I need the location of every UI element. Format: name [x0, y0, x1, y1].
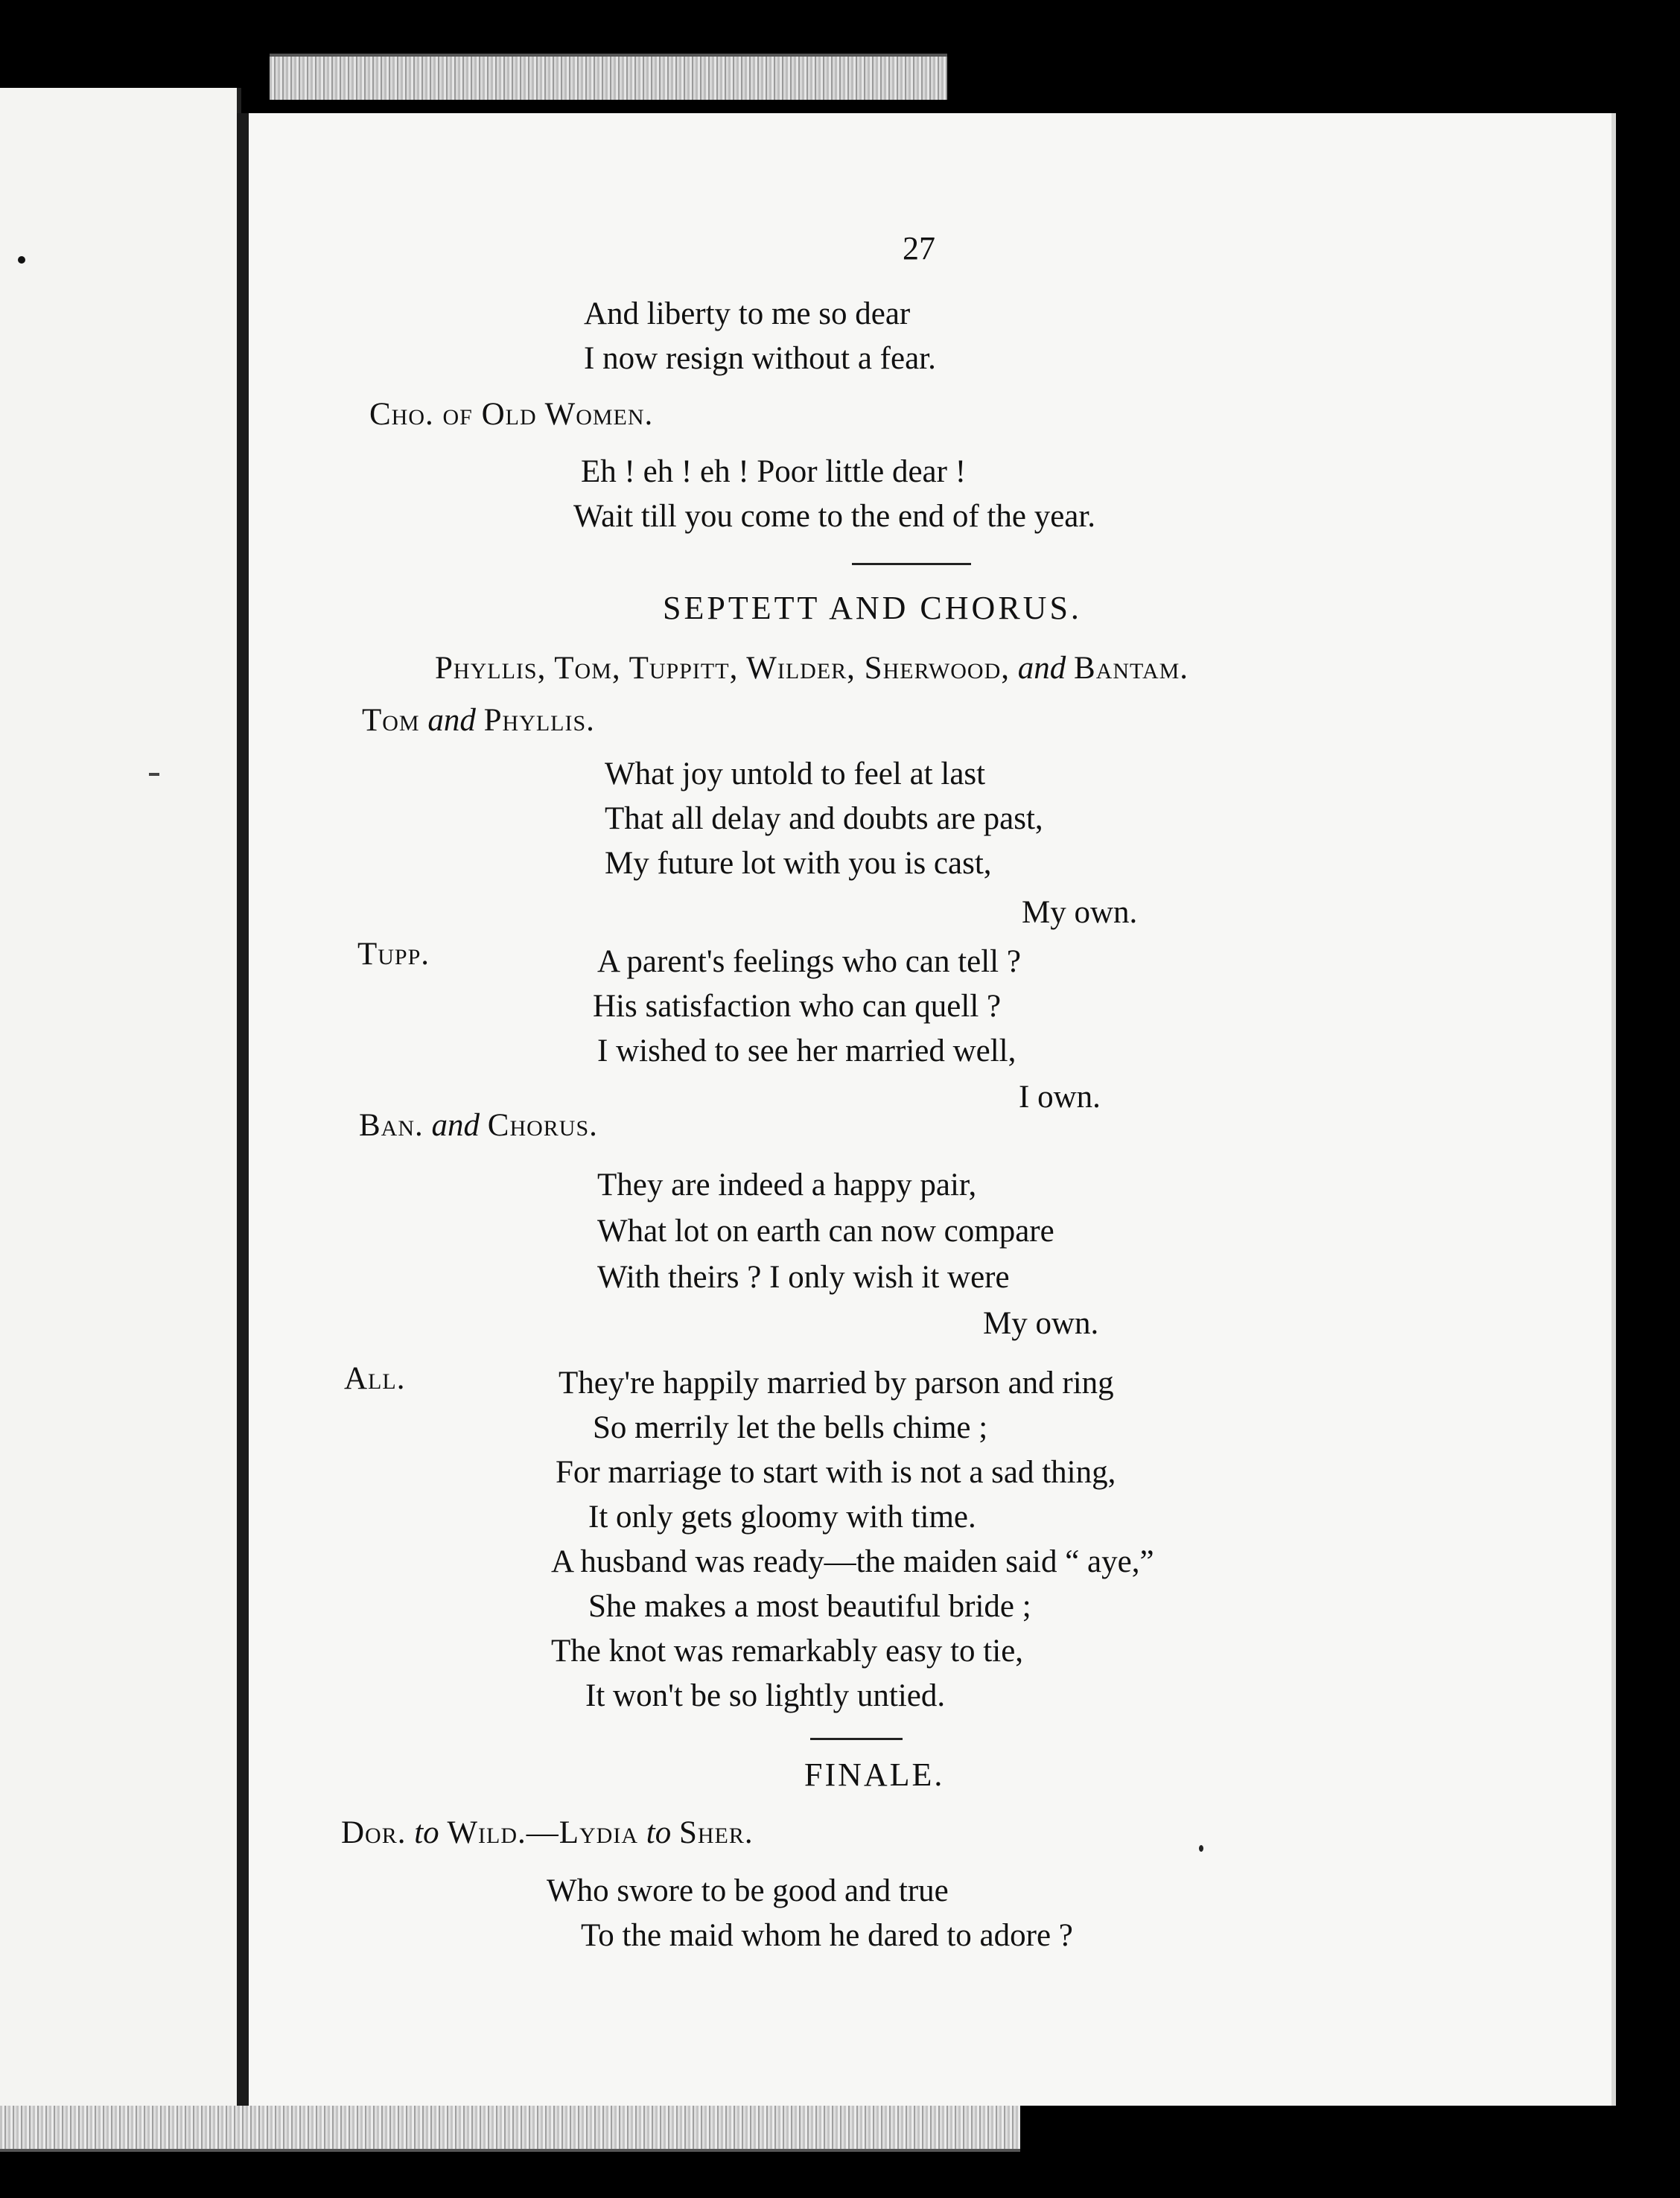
verse-line: So merrily let the bells chime ;: [593, 1410, 988, 1445]
scan-border-bottom: [0, 2106, 1020, 2152]
section-heading: SEPTETT AND CHORUS.: [663, 590, 1082, 626]
verse-line: Wait till you come to the end of the year.: [573, 499, 1096, 534]
verse-line: That all delay and doubts are past,: [605, 801, 1043, 836]
speaker-wild-lydia: Wild.—Lydia: [447, 1815, 639, 1850]
page-edge: [1611, 113, 1616, 2106]
speaker-label: [341, 1817, 754, 1849]
speaker-sher: Sher.: [678, 1815, 754, 1850]
section-rule: [852, 563, 971, 565]
speaker-ban: Ban.: [359, 1108, 424, 1143]
speaker-tom: Tom: [362, 703, 420, 738]
verse-line: With theirs ? I only wish it were: [597, 1260, 1010, 1295]
verse-line: For marriage to start with is not a sad thing,: [556, 1455, 1116, 1490]
verse-line: They are indeed a happy pair,: [597, 1168, 977, 1202]
speaker-phyllis: Phyllis.: [483, 703, 595, 738]
speaker-chorus: Chorus.: [487, 1108, 598, 1143]
verse-line: I wished to see her married well,: [597, 1033, 1016, 1068]
speaker-to: to: [414, 1815, 439, 1850]
speaker-label: Tupp.: [357, 937, 430, 972]
verse-line: It won't be so lightly untied.: [585, 1678, 946, 1713]
cast-and: and: [1017, 651, 1066, 686]
verse-line: Eh ! eh ! eh ! Poor little dear !: [581, 454, 967, 489]
verse-line: The knot was remarkably easy to tie,: [551, 1634, 1024, 1669]
cast-list: [435, 652, 1189, 684]
verse-line: She makes a most beautiful bride ;: [588, 1589, 1031, 1624]
verse-line: A parent's feelings who can tell ?: [597, 944, 1021, 979]
verse-line: I own.: [1019, 1080, 1101, 1115]
verse-line: My own.: [983, 1306, 1099, 1341]
verse-line: I now resign without a fear.: [584, 341, 936, 376]
verse-line: His satisfaction who can quell ?: [593, 989, 1002, 1024]
cast-names: Phyllis, Tom, Tuppitt, Wilder, Sherwood,: [435, 651, 1011, 686]
speaker-label: [359, 1109, 598, 1141]
verse-line: To the maid whom he dared to adore ?: [581, 1918, 1073, 1953]
verse-line: What joy untold to feel at last: [605, 756, 986, 791]
verse-line: They're happily married by parson and ring: [559, 1366, 1114, 1401]
speaker-label: Cho. of Old Women.: [369, 397, 654, 432]
section-rule: [810, 1738, 903, 1740]
speaker-and: and: [427, 703, 476, 738]
ink-speck: [1199, 1845, 1203, 1852]
speaker-and: and: [431, 1108, 480, 1143]
ink-speck: [149, 773, 159, 776]
scan-border-top: [270, 54, 947, 100]
speaker-label: [362, 704, 595, 736]
previous-page-edge: [0, 88, 241, 2128]
verse-line: My future lot with you is cast,: [605, 846, 992, 881]
verse-line: What lot on earth can now compare: [597, 1214, 1054, 1249]
verse-line: And liberty to me so dear: [584, 296, 911, 331]
verse-line: My own.: [1022, 895, 1138, 930]
ink-speck: [18, 256, 25, 264]
verse-line: Who swore to be good and true: [547, 1873, 949, 1908]
page-number: 27: [903, 230, 935, 267]
speaker-to: to: [646, 1815, 672, 1850]
verse-line: A husband was ready—the maiden said “ aye,”: [551, 1544, 1154, 1579]
section-heading: FINALE.: [804, 1756, 945, 1793]
speaker-label: All.: [344, 1361, 406, 1396]
cast-last: Bantam.: [1074, 651, 1189, 686]
verse-line: It only gets gloomy with time.: [588, 1500, 976, 1535]
speaker-dor: Dor.: [341, 1815, 407, 1850]
